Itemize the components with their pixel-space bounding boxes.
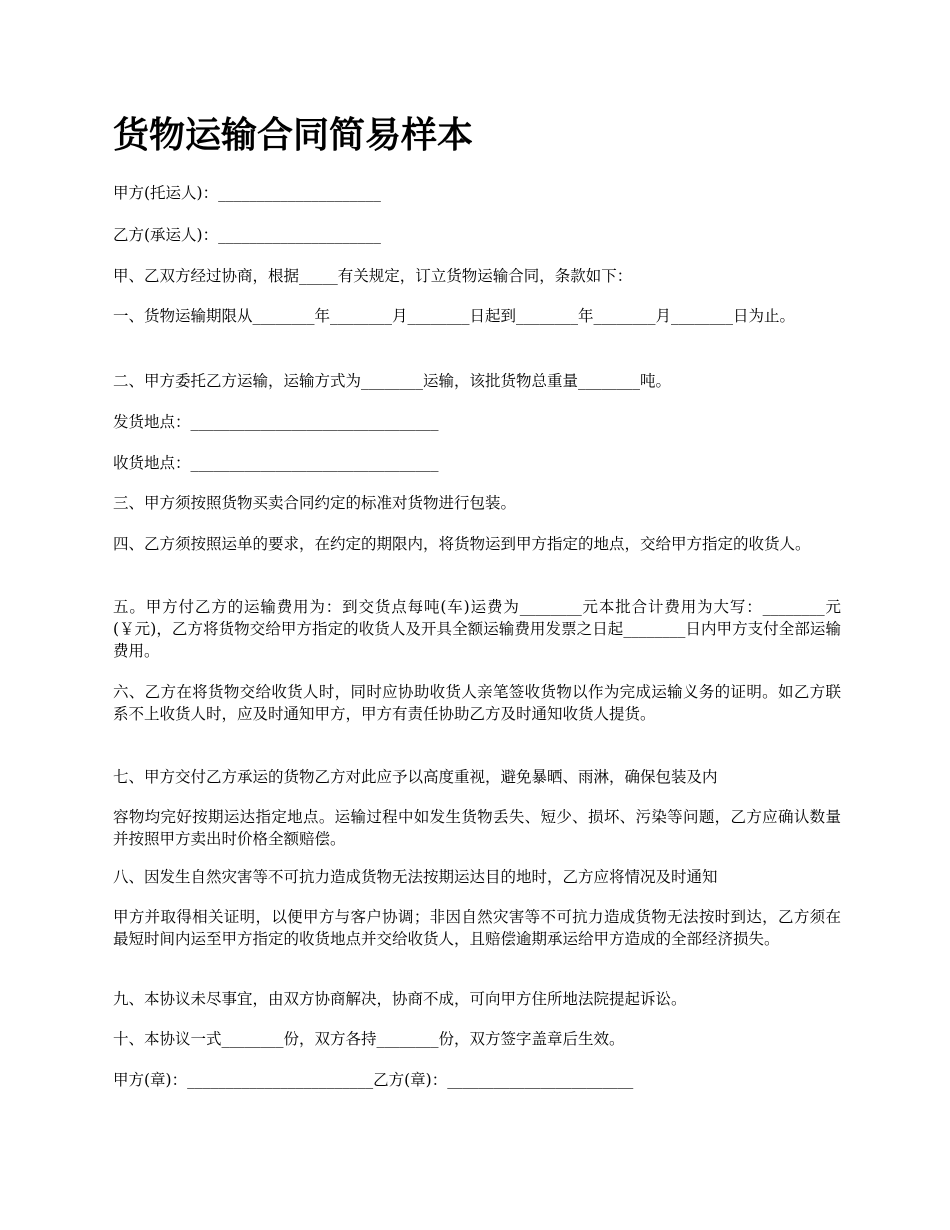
party-a-line: 甲方(托运人)：_____________________ [113,184,381,202]
clause-4-delivery: 四、乙方须按照运单的要求，在约定的期限内，将货物运到甲方指定的地点，交给甲方指定的收货人。 [113,535,811,553]
clause-8-force-majeure-line-2: 甲方并取得相关证明，以便甲方与客户协调；非因自然灾害等不可抗力造成货物无法按时到达，乙方须在最短时间内运至甲方指定的收货地点并交给收货人，且赔偿逾期承运给甲方造成的全部经济损失。 [113,908,841,948]
clause-8-force-majeure-line-1: 八、因发生自然灾害等不可抗力造成货物无法按期运达目的地时，乙方应将情况及时通知 [113,868,718,886]
party-b-line: 乙方(承运人)：_____________________ [113,226,381,244]
clause-9-dispute: 九、本协议未尽事宜，由双方协商解决，协商不成，可向甲方住所地法院提起诉讼。 [113,990,687,1008]
clause-7-care-line-1: 七、甲方交付乙方承运的货物乙方对此应予以高度重视，避免暴晒、雨淋，确保包装及内 [113,768,718,786]
shipping-location-line: 发货地点：________________________________ [113,413,439,431]
clause-6-receipt: 六、乙方在将货物交给收货人时，同时应协助收货人亲笔签收货物以作为完成运输义务的证明。如乙方联系不上收货人时，应及时通知甲方，甲方有责任协助乙方及时通知收货人提货。 [113,683,841,723]
clause-1-term: 一、货物运输期限从________年________月________日起到________年________月________日为止。 [113,307,796,325]
document-title: 货物运输合同简易样本 [113,115,474,156]
preamble-paragraph: 甲、乙双方经过协商，根据_____有关规定，订立货物运输合同，条款如下： [113,267,633,285]
signature-line: 甲方(章)：________________________乙方(章)：________________________ [113,1071,634,1089]
clause-3-packaging: 三、甲方须按照货物买卖合同约定的标准对货物进行包装。 [113,494,517,512]
clause-10-copies: 十、本协议一式________份，双方各持________份，双方签字盖章后生效。 [113,1030,625,1048]
clause-7-care-line-2: 容物均完好按期运达指定地点。运输过程中如发生货物丢失、短少、损坏、污染等问题，乙方应确认数量并按照甲方卖出时价格全额赔偿。 [113,808,841,848]
receiving-location-line: 收货地点：________________________________ [113,454,439,472]
clause-2-transport: 二、甲方委托乙方运输，运输方式为________运输，该批货物总重量________吨。 [113,372,672,390]
clause-5-payment: 五。甲方付乙方的运输费用为：到交货点每吨(车)运费为________元本批合计费用为大写：________元(￥元)，乙方将货物交给甲方指定的收货人及开具全额运输费用发票之日起________日内甲方支付全部运输费用。 [113,598,841,660]
